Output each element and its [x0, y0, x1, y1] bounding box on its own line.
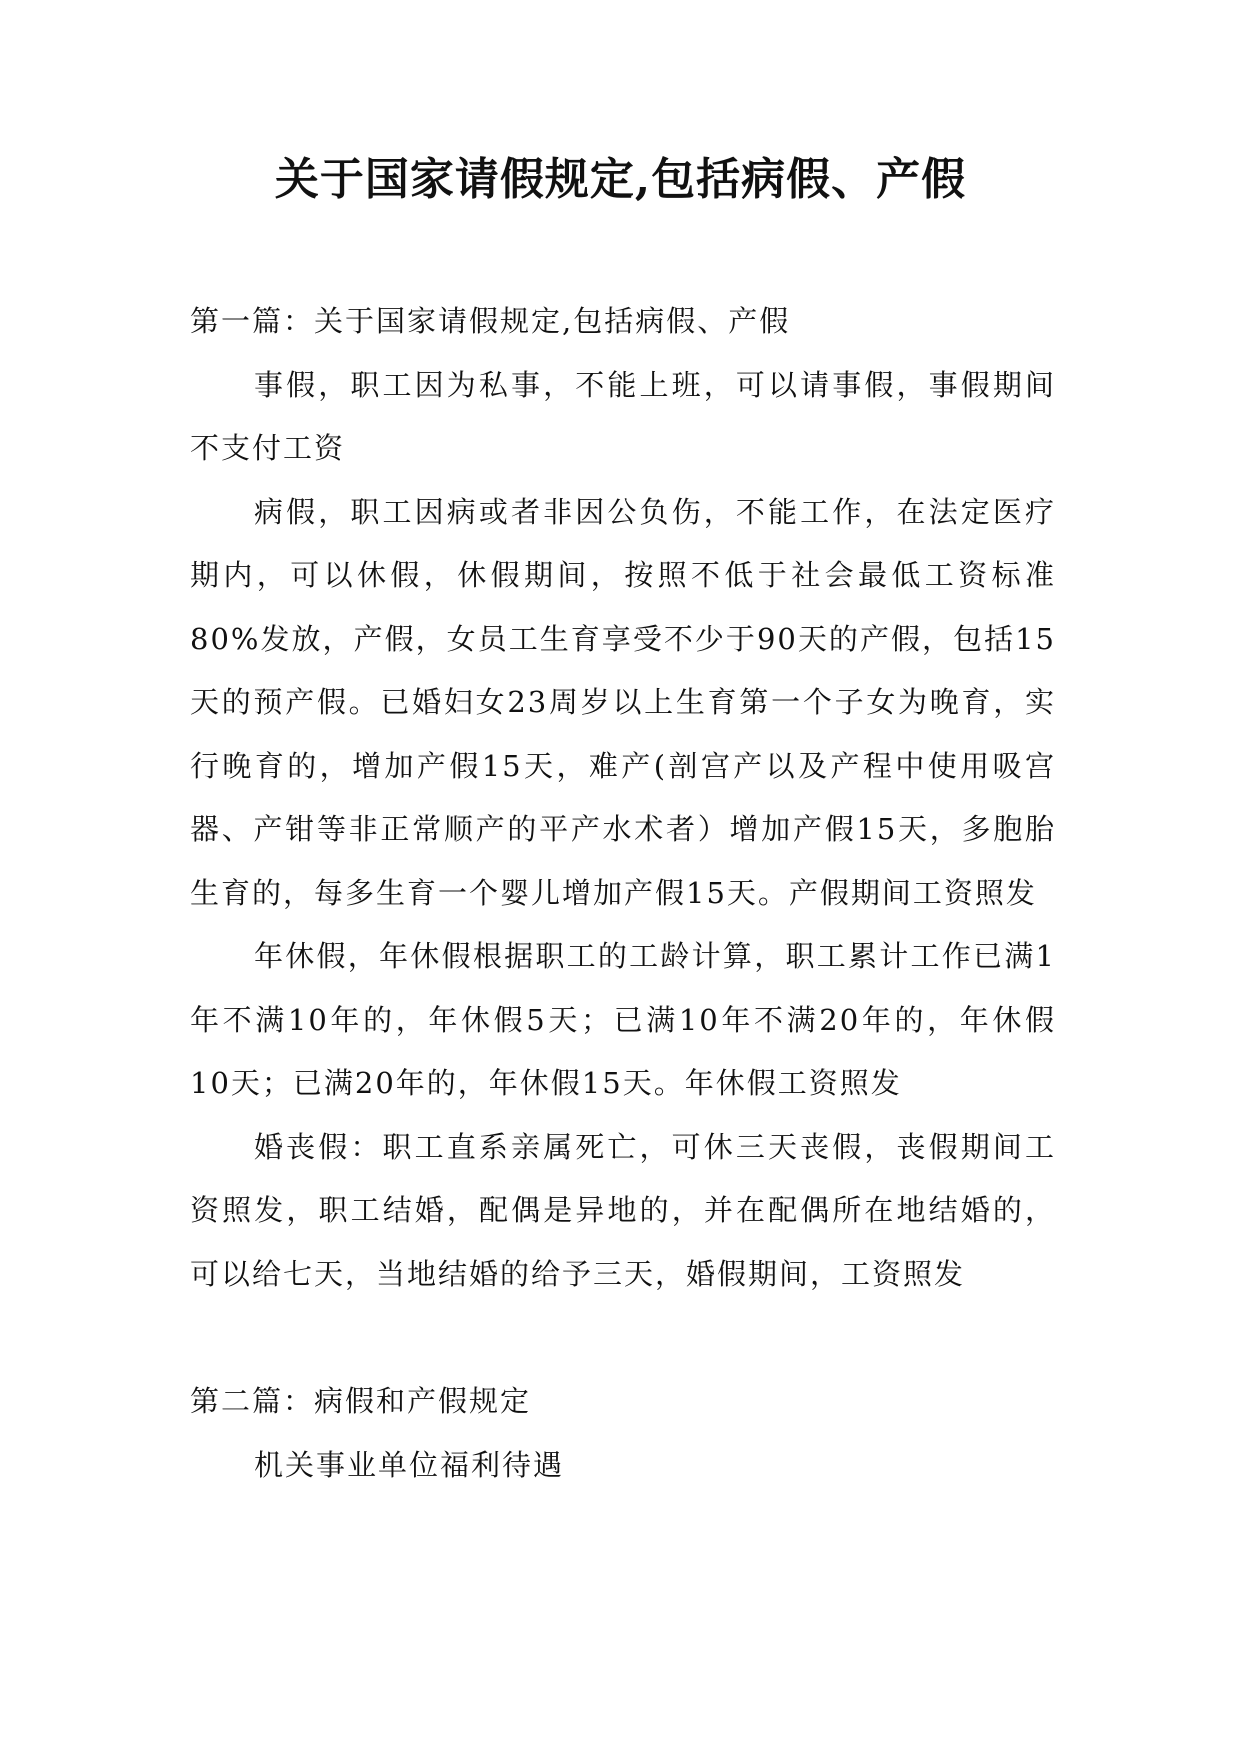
section-spacer: [190, 1306, 1056, 1370]
paragraph-sick-maternity-leave: 病假，职工因病或者非因公负伤，不能工作，在法定医疗期内，可以休假，休假期间，按照不低于社会最低工资标准80%发放，产假，女员工生育享受不少于90天的产假，包括15天的预产假。已婚妇女23周岁以上生育第一个子女为晚育，实行晚育的，增加产假15天，难产(剖宫产以及产程中使用吸宫器、产钳等非正常顺产的平产水术者）增加产假15天，多胞胎生育的，每多生育一个婴儿增加产假15天。产假期间工资照发: [190, 494, 1056, 910]
paragraph-marriage-funeral-leave: 婚丧假：职工直系亲属死亡，可休三天丧假，丧假期间工资照发，职工结婚，配偶是异地的，并在配偶所在地结婚的，可以给七天，当地结婚的给予三天，婚假期间，工资照发: [190, 1129, 1056, 1291]
document-body: [190, 290, 1056, 1497]
paragraph-annual-leave: 年休假，年休假根据职工的工龄计算，职工累计工作已满1年不满10年的，年休假5天；已满10年不满20年的，年休假10天；已满20年的，年休假15天。年休假工资照发: [190, 939, 1056, 1100]
paragraph-institution-benefits: 机关事业单位福利待遇: [254, 1447, 565, 1482]
document-title: 关于国家请假规定,包括病假、产假: [274, 154, 967, 205]
section-1-heading: 第一篇：关于国家请假规定,包括病假、产假: [190, 304, 791, 338]
section-2-heading: 第二篇：病假和产假规定: [190, 1384, 532, 1418]
paragraph-personal-leave: 事假，职工因为私事，不能上班，可以请事假，事假期间不支付工资: [190, 367, 1056, 465]
